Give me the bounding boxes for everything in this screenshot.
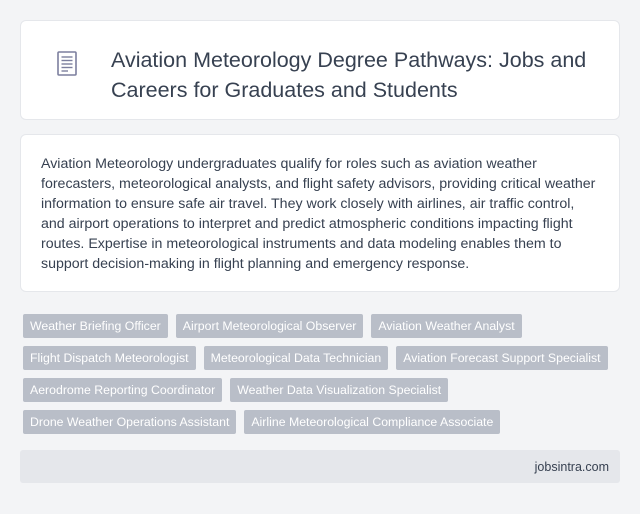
job-tag[interactable]: Weather Briefing Officer — [23, 314, 168, 338]
header-card — [20, 20, 620, 120]
job-tag[interactable]: Aviation Weather Analyst — [371, 314, 521, 338]
document-icon — [53, 47, 81, 87]
job-tag[interactable]: Aerodrome Reporting Coordinator — [23, 378, 222, 402]
job-tag[interactable]: Drone Weather Operations Assistant — [23, 410, 236, 434]
job-tag[interactable]: Airline Meteorological Compliance Associate — [244, 410, 500, 434]
job-tag[interactable]: Meteorological Data Technician — [204, 346, 389, 370]
job-tag[interactable]: Airport Meteorological Observer — [176, 314, 364, 338]
site-link[interactable]: jobsintra.com — [534, 459, 609, 474]
description-text: Aviation Meteorology undergraduates qualify for roles such as aviation weather forecasters, meteorological analysts, and flight safety advisors, providing critical weather information to ensure safe air travel. They work closely with airlines, air traffic control, and airport operations to interpret and predict atmospheric conditions impacting flight routes. Expertise in meteorological instruments and data modeling enables them to support decision-making in flight planning and emergency response. — [41, 156, 596, 272]
description-card — [20, 134, 620, 292]
job-tag[interactable]: Weather Data Visualization Specialist — [230, 378, 448, 402]
job-tag[interactable]: Aviation Forecast Support Specialist — [396, 346, 607, 370]
job-tag[interactable]: Flight Dispatch Meteorologist — [23, 346, 196, 370]
job-tags — [23, 314, 617, 434]
footer — [20, 450, 620, 483]
page-title: Aviation Meteorology Degree Pathways: Jobs and Careers for Graduates and Students — [111, 48, 587, 102]
